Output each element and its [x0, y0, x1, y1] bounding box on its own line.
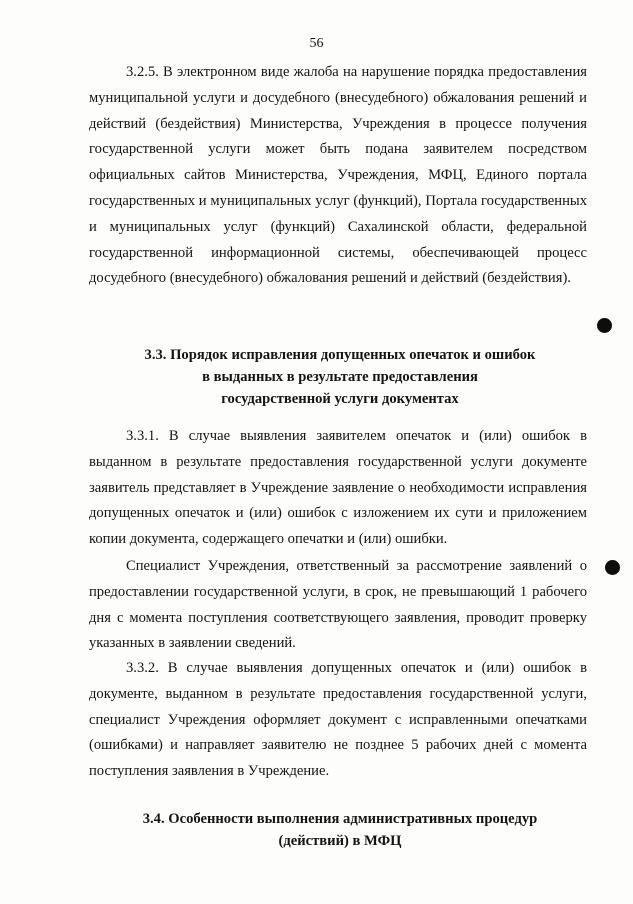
punch-hole-mark	[597, 318, 612, 333]
heading-line: 3.3. Порядок исправления допущенных опечаток и ошибок	[144, 347, 536, 363]
heading-line: государственной услуги документах	[221, 391, 459, 407]
heading-line: 3.4. Особенности выполнения административных процедур	[142, 811, 538, 827]
section-heading-3-4	[60, 808, 620, 852]
heading-line: (действий) в МФЦ	[278, 833, 402, 849]
punch-hole-mark	[605, 560, 620, 575]
heading-line: в выданных в результате предоставления	[202, 369, 478, 385]
paragraph-3-3-2: 3.3.2. В случае выявления допущенных опечаток и (или) ошибок в документе, выданном в результате предоставления государственной услуги, специалист Учреждения оформляет документ с исправленными опечатками (ошибками) и направляет заявителю не позднее 5 рабочих дней с момента поступления заявления в Учреждение.	[89, 660, 587, 780]
paragraph-3-2-5: 3.2.5. В электронном виде жалоба на нарушение порядка предоставления муниципальной услуги и досудебного (внесудебного) обжалования решений и действий (бездействия) Министерства, Учреждения в процессе получения государственной услуги может быть подана заявителем посредством официальных сайтов Министерства, Учреждения, МФЦ, Единого портала государственных и муниципальных услуг (функций), Портала государственных и муниципальных услуг (функций) Сахалинской области, федеральной государственной информационной системы, обеспечивающей процесс досудебного (внесудебного) обжалования решений и действий (бездействия).	[89, 64, 587, 287]
paragraph-specialist: Специалист Учреждения, ответственный за рассмотрение заявлений о предоставлении государственной услуги, в срок, не превышающий 1 рабочего дня с момента поступления соответствующего заявления, проводит проверку указанных в заявлении сведений.	[89, 558, 587, 652]
section-heading-3-3	[60, 344, 620, 410]
page-number: 56	[309, 36, 324, 51]
paragraph-3-3-1: 3.3.1. В случае выявления заявителем опечаток и (или) ошибок в выданном в результате предоставления государственной услуги документе заявитель представляет в Учреждение заявление о необходимости исправления допущенных опечаток и (или) ошибок с изложением их сути и приложением копии документа, содержащего опечатки и (или) ошибки.	[89, 428, 587, 548]
